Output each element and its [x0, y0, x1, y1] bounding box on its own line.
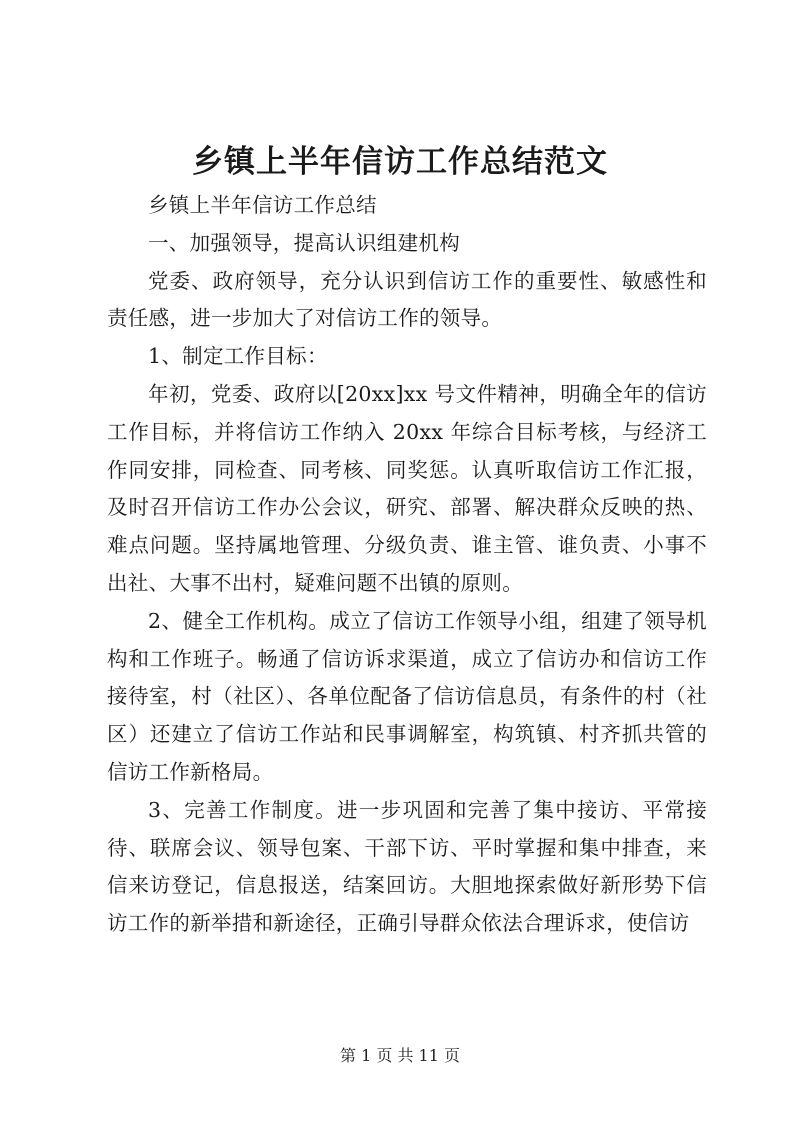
paragraph: 党委、政府领导，充分认识到信访工作的重要性、敏感性和责任感，进一步加大了对信访工作的领导。 — [107, 268, 707, 331]
paragraph-subtitle: 乡镇上半年信访工作总结 — [148, 193, 377, 217]
page-footer: 第 1 页 共 11 页 — [340, 1046, 460, 1065]
document-body — [107, 187, 707, 943]
paragraph: 2、健全工作机构。成立了信访工作领导小组，组建了领导机构和工作班子。畅通了信访诉求渠道，成立了信访办和信访工作接待室，村（社区）、各单位配备了信访信息员，有条件的村（社区）还建立了信访工作站和民事调解室，构筑镇、村齐抓共管的信访工作新格局。 — [107, 608, 707, 784]
paragraph-section-heading: 一、加强领导，提高认识组建机构 — [148, 230, 460, 255]
paragraph: 3、完善工作制度。进一步巩固和完善了集中接访、平常接待、联席会议、领导包案、干部下访、平时掌握和集中排查，来信来访登记，信息报送，结案回访。大胆地探索做好新形势下信访工作的新举措和新途径，正确引导群众依法合理诉求，使信访 — [107, 797, 707, 936]
paragraph-item-heading: 1、制定工作目标： — [148, 344, 328, 369]
paragraph: 年初，党委、政府以[20xx]xx 号文件精神，明确全年的信访工作目标，并将信访工作纳入 20xx 年综合目标考核，与经济工作同安排，同检查、同考核、同奖惩。认真听取信访工作汇报，及时召开信访工作办公会议，研究、部署、解决群众反映的热、难点问题。坚持属地管理、分级负责、谁主管、谁负责、小事不出社、大事不出村，疑难问题不出镇的原则。 — [107, 381, 707, 595]
document-title: 乡镇上半年信访工作总结范文 — [192, 144, 608, 180]
